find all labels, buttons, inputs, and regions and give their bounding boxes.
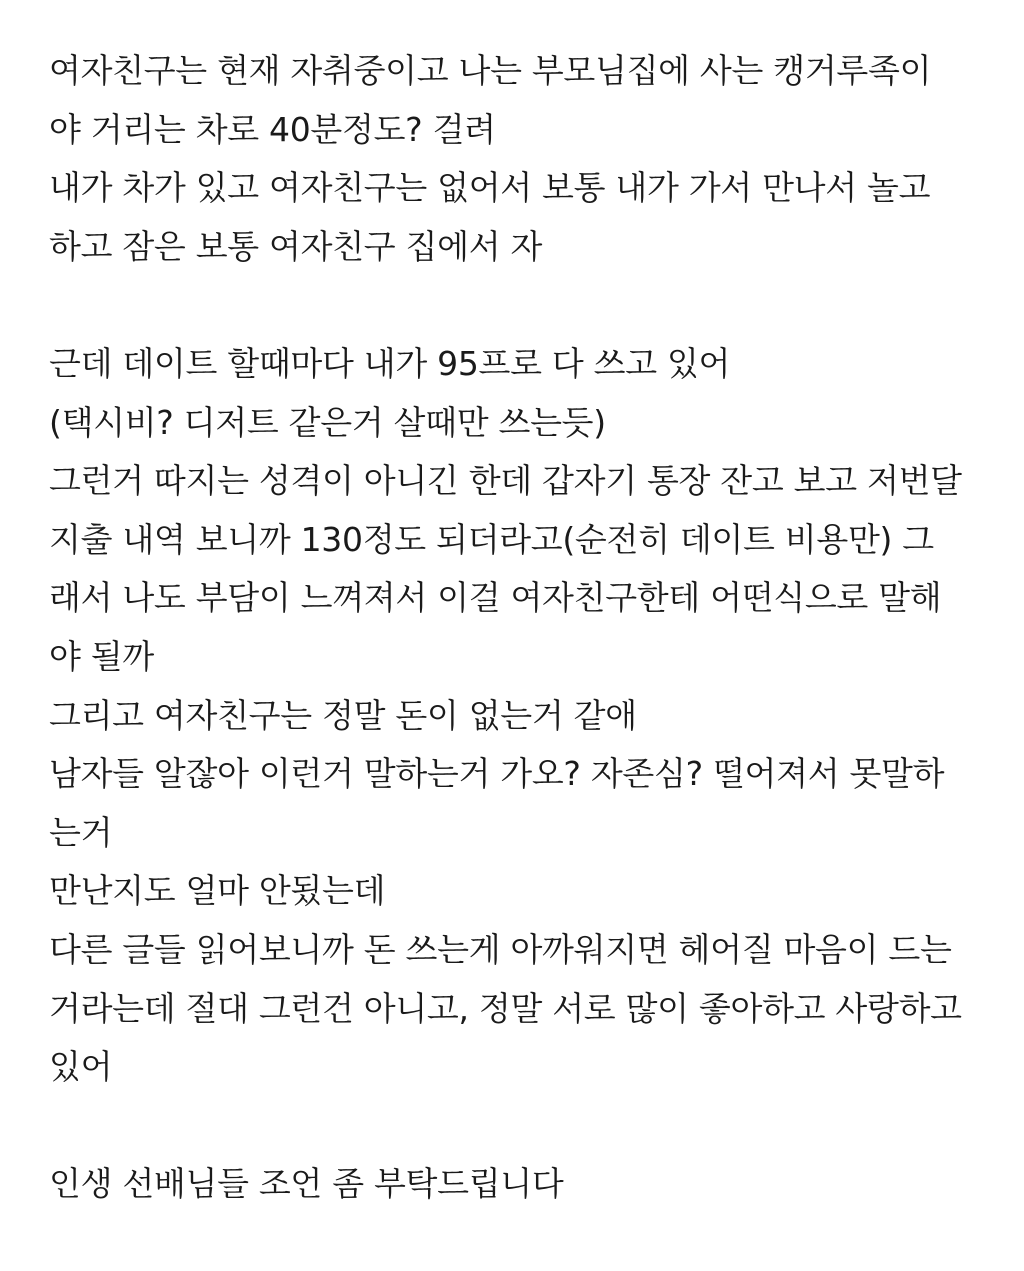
post-text-line: 하고 잠은 보통 여자친구 집에서 자	[49, 226, 543, 266]
post-text-line: 남자들 알잖아 이런거 말하는거 가오? 자존심? 떨어져서 못말하	[49, 754, 945, 794]
post-text-line: (택시비? 디저트 같은거 살때만 쓰는듯)	[49, 402, 606, 442]
paragraph-break	[49, 276, 989, 335]
post-text-line: 있어	[49, 1047, 113, 1087]
post-text-line: 다른 글들 읽어보니까 돈 쓰는게 아까워지면 헤어질 마음이 드는	[49, 929, 952, 969]
post-text-line: 근데 데이트 할때마다 내가 95프로 다 쓰고 있어	[49, 343, 731, 383]
post-text-line: 인생 선배님들 조언 좀 부탁드립니다	[49, 1164, 564, 1204]
post-text-line: 내가 차가 있고 여자친구는 없어서 보통 내가 가서 만나서 놀고	[49, 168, 931, 208]
post-text-line: 만난지도 얼마 안됬는데	[49, 871, 386, 911]
post-text-line: 는거	[49, 812, 113, 852]
post-text-line: 야 거리는 차로 40분정도? 걸려	[49, 109, 496, 149]
post-text-line: 거라는데 절대 그런건 아니고, 정말 서로 많이 좋아하고 사랑하고	[49, 988, 962, 1028]
post-text-line: 래서 나도 부담이 느껴져서 이걸 여자친구한테 어떤식으로 말해	[49, 578, 942, 618]
post-text-line: 지출 내역 보니까 130정도 되더라고(순전히 데이트 비용만) 그	[49, 519, 934, 559]
paragraph-break	[49, 1097, 989, 1156]
post-body	[49, 42, 989, 1214]
post-text-line: 야 될까	[49, 636, 154, 676]
post-text-line: 여자친구는 현재 자취중이고 나는 부모님집에 사는 캥거루족이	[49, 51, 932, 90]
post-text-line: 그런거 따지는 성격이 아니긴 한데 갑자기 통장 잔고 보고 저번달	[49, 461, 962, 501]
post-text-line: 그리고 여자친구는 정말 돈이 없는거 같애	[49, 695, 637, 735]
